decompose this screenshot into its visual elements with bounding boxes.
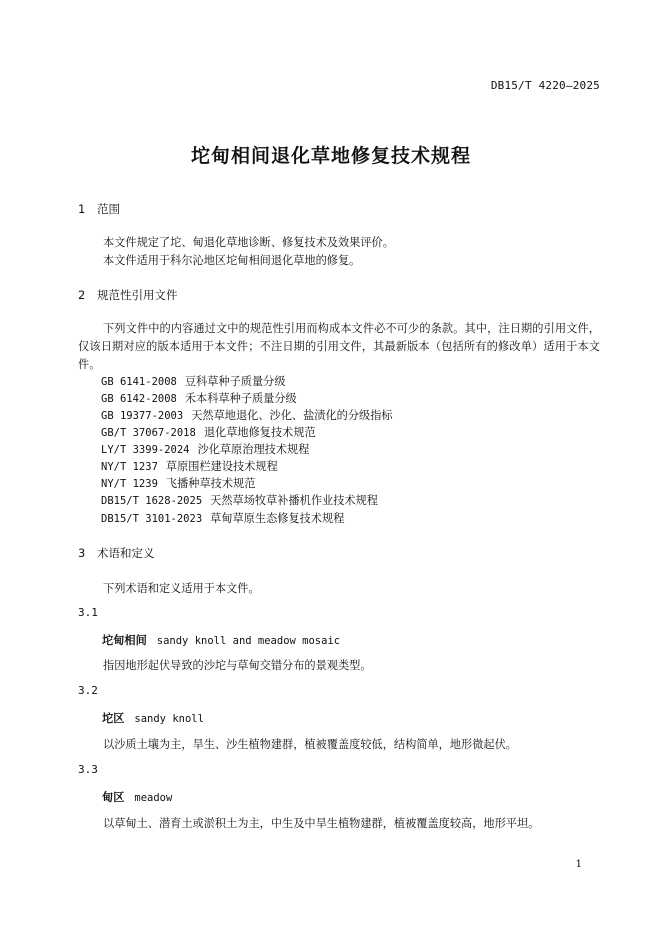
paragraph: 本文件规定了坨、甸退化草地诊断、修复技术及效果评价。	[103, 236, 394, 249]
term-number: 3.3	[78, 763, 98, 776]
reference-title: 草甸草原生态修复技术规程	[210, 512, 345, 525]
term-entry	[102, 789, 172, 805]
section-3-intro: 下列术语和定义适用于本文件。	[103, 582, 260, 595]
reference-item	[101, 441, 309, 457]
reference-title: 退化草地修复技术规范	[203, 426, 316, 439]
section-title: 规范性引用文件	[97, 288, 178, 302]
term-entry	[102, 710, 204, 726]
term-chinese: 坨区	[102, 712, 125, 725]
reference-item	[101, 407, 393, 423]
reference-code: LY/T 3399-2024	[101, 444, 190, 456]
section-3-heading	[78, 545, 155, 561]
section-2-heading	[78, 287, 178, 303]
document-number: DB15/T 4220—2025	[490, 79, 600, 92]
reference-title: 飞播种草技术规范	[165, 477, 256, 490]
term-entry	[102, 632, 340, 648]
term-chinese: 坨甸相间	[102, 634, 147, 647]
reference-item	[101, 424, 316, 440]
reference-item	[101, 492, 378, 508]
term-english: sandy knoll	[134, 713, 204, 725]
reference-code: GB/T 37067-2018	[101, 427, 196, 439]
reference-item	[101, 458, 278, 474]
term-definition: 指因地形起伏导致的沙坨与草甸交错分布的景观类型。	[103, 659, 372, 672]
section-number: 1	[78, 202, 86, 216]
reference-code: DB15/T 3101-2023	[101, 513, 203, 525]
section-1-heading	[78, 201, 120, 217]
section-number: 2	[78, 288, 86, 302]
term-english: sandy knoll and meadow mosaic	[156, 635, 341, 647]
reference-code: GB 6142-2008	[101, 393, 177, 405]
page-number: 1	[575, 859, 582, 870]
reference-title: 沙化草原治理技术规程	[197, 443, 310, 456]
page-title: 坨甸相间退化草地修复技术规程	[190, 145, 471, 167]
section-title: 术语和定义	[97, 546, 155, 560]
section-number: 3	[78, 546, 86, 560]
reference-code: GB 6141-2008	[101, 376, 177, 388]
term-chinese: 甸区	[102, 791, 125, 804]
reference-code: NY/T 1237	[101, 461, 158, 473]
term-definition: 以沙质土壤为主，旱生、沙生植物建群，植被覆盖度较低，结构简单，地形微起伏。	[103, 738, 517, 751]
term-english: meadow	[134, 792, 173, 804]
reference-code: DB15/T 1628-2025	[101, 495, 203, 507]
term-number: 3.2	[78, 684, 98, 697]
reference-item	[101, 373, 286, 389]
section-title: 范围	[97, 202, 120, 216]
term-number: 3.1	[78, 606, 98, 619]
paragraph: 本文件适用于科尔沁地区坨甸相间退化草地的修复。	[103, 254, 361, 267]
reference-title: 天然草地退化、沙化、盐渍化的分级指标	[191, 409, 393, 422]
reference-title: 禾本科草种子质量分级	[184, 392, 297, 405]
reference-title: 豆科草种子质量分级	[184, 375, 286, 388]
reference-code: GB 19377-2003	[101, 410, 184, 422]
reference-item	[101, 390, 297, 406]
reference-code: NY/T 1239	[101, 478, 158, 490]
reference-item	[101, 510, 344, 526]
reference-item	[101, 475, 255, 491]
reference-title: 草原围栏建设技术规程	[165, 460, 278, 473]
term-definition: 以草甸土、潜育土或淤积土为主，中生及中旱生植物建群，植被覆盖度较高，地形平坦。	[103, 817, 540, 830]
section-2-intro: 下列文件中的内容通过文中的规范性引用而构成本文件必不可少的条款。其中，注日期的引用文件，仅该日期对应的版本适用于本文件；不注日期的引用文件，其最新版本（包括所有的修改单）适用于本文件。	[78, 322, 600, 371]
reference-title: 天然草场牧草补播机作业技术规程	[210, 494, 378, 507]
